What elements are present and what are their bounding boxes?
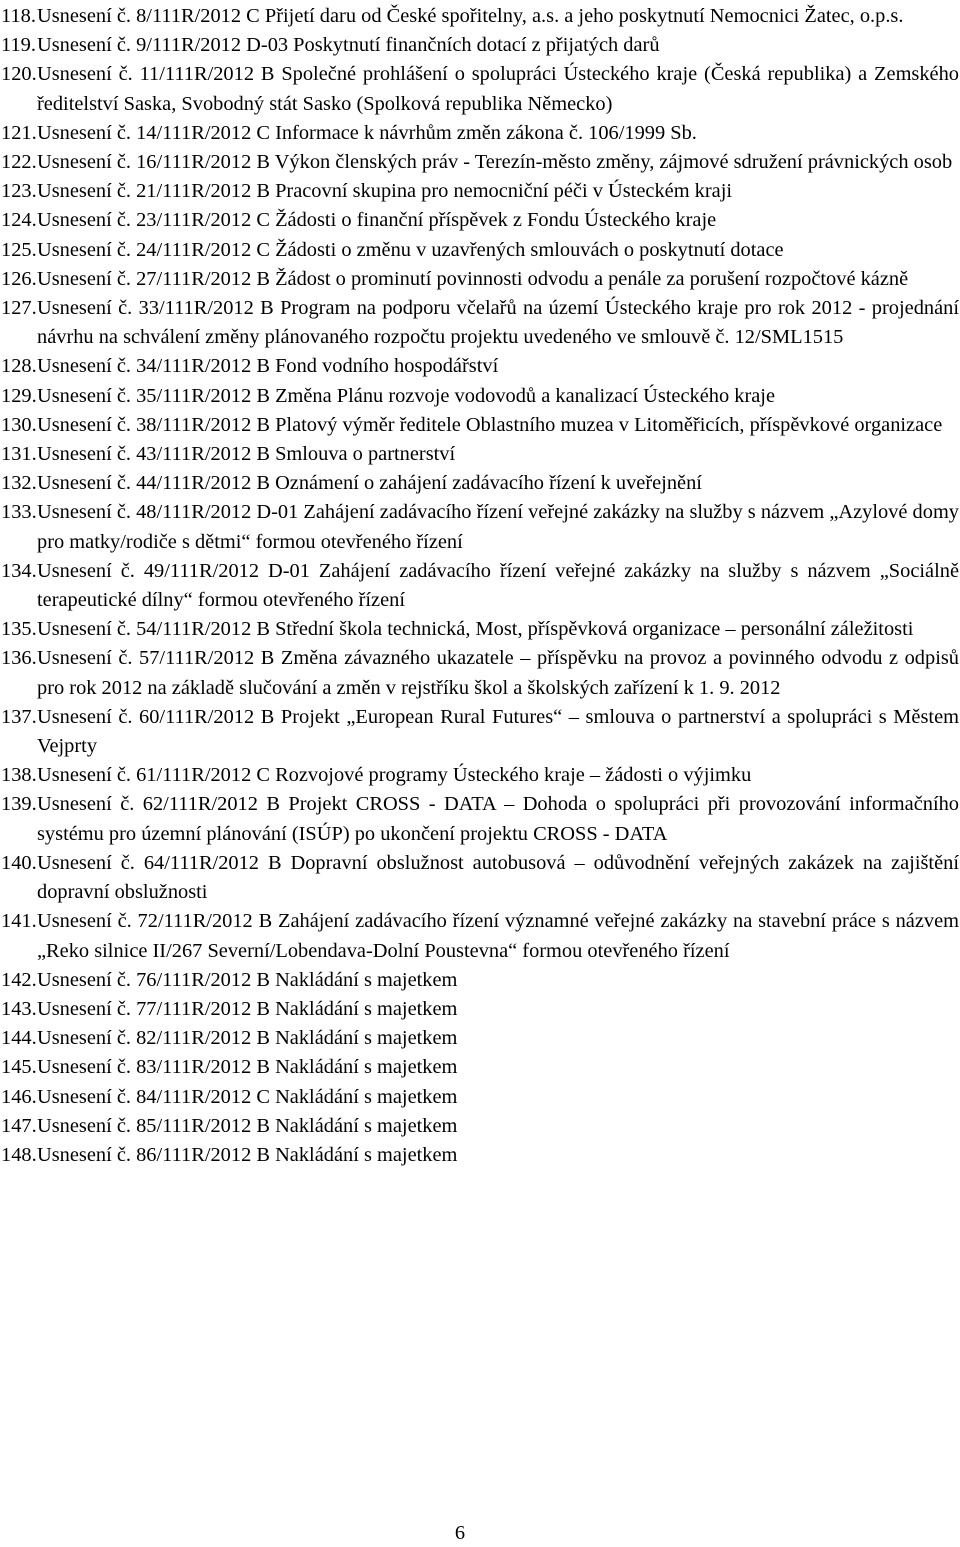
list-item bbox=[1, 294, 959, 352]
list-item bbox=[1, 1024, 959, 1053]
item-text: Usnesení č. 44/111R/2012 B Oznámení o zahájení zadávacího řízení k uveřejnění bbox=[37, 472, 702, 495]
item-text: Usnesení č. 33/111R/2012 B Program na podporu včelařů na území Ústeckého kraje pro rok 2012 - projednání návrhu na schválení změny plánovaného rozpočtu projektu uvedeného ve smlouvě č. 12/SML1515 bbox=[37, 297, 959, 349]
item-text: Usnesení č. 14/111R/2012 C Informace k návrhům změn zákona č. 106/1999 Sb. bbox=[37, 121, 697, 144]
list-item bbox=[1, 2, 959, 31]
item-text: Usnesení č. 60/111R/2012 B Projekt „European Rural Futures“ – smlouva o partnerství a spolupráci s Městem Vejprty bbox=[37, 705, 959, 758]
item-number: 144. bbox=[1, 1027, 37, 1050]
item-text: Usnesení č. 62/111R/2012 B Projekt CROSS - DATA – Dohoda o spolupráci při provozování informačního systému pro územní plánování (ISÚP) po ukončení projektu CROSS - DATA bbox=[37, 793, 959, 845]
item-number: 138. bbox=[1, 764, 37, 787]
item-text: Usnesení č. 77/111R/2012 B Nakládání s majetkem bbox=[37, 997, 458, 1020]
item-text: Usnesení č. 9/111R/2012 D-03 Poskytnutí finančních dotací z přijatých darů bbox=[37, 34, 660, 57]
item-number: 139. bbox=[1, 793, 37, 816]
list-item bbox=[1, 119, 959, 148]
item-number: 142. bbox=[1, 968, 37, 991]
list-item bbox=[1, 148, 959, 177]
list-item bbox=[1, 790, 959, 848]
item-number: 145. bbox=[1, 1056, 37, 1079]
item-text: Usnesení č. 11/111R/2012 B Společné prohlášení o spolupráci Ústeckého kraje (Česká republika) a Zemského ředitelství Saska, Svobodný stát Sasko (Spolková republika Německo) bbox=[37, 63, 959, 115]
list-item bbox=[1, 236, 959, 265]
item-text: Usnesení č. 83/111R/2012 B Nakládání s majetkem bbox=[37, 1056, 458, 1079]
item-text: Usnesení č. 35/111R/2012 B Změna Plánu rozvoje vodovodů a kanalizací Ústeckého kraje bbox=[37, 384, 776, 407]
item-number: 143. bbox=[1, 997, 37, 1020]
item-text: Usnesení č. 24/111R/2012 C Žádosti o změnu v uzavřených smlouvách o poskytnutí dotace bbox=[37, 238, 784, 261]
item-text: Usnesení č. 76/111R/2012 B Nakládání s majetkem bbox=[37, 968, 458, 991]
item-number: 131. bbox=[1, 443, 37, 466]
item-number: 128. bbox=[1, 355, 37, 378]
list-item bbox=[1, 907, 959, 965]
list-item bbox=[1, 177, 959, 206]
item-number: 126. bbox=[1, 267, 37, 290]
item-number: 127. bbox=[1, 297, 37, 320]
item-number: 146. bbox=[1, 1085, 37, 1108]
item-number: 125. bbox=[1, 238, 37, 261]
item-number: 121. bbox=[1, 121, 37, 144]
item-number: 136. bbox=[1, 647, 37, 670]
item-text: Usnesení č. 84/111R/2012 C Nakládání s majetkem bbox=[37, 1085, 458, 1108]
item-number: 123. bbox=[1, 180, 37, 203]
list-item bbox=[1, 761, 959, 790]
list-item bbox=[1, 615, 959, 644]
item-number: 119. bbox=[1, 34, 36, 57]
page-number: 6 bbox=[454, 1522, 466, 1544]
item-text: Usnesení č. 38/111R/2012 B Platový výměr ředitele Oblastního muzea v Litoměřicích, příspěvkové organizace bbox=[37, 413, 943, 436]
list-item bbox=[1, 1053, 959, 1082]
item-text: Usnesení č. 64/111R/2012 B Dopravní obslužnost autobusová – odůvodnění veřejných zakázek na zajištění dopravní obslužnosti bbox=[37, 851, 959, 904]
item-text: Usnesení č. 49/111R/2012 D-01 Zahájení zadávacího řízení veřejné zakázky na služby s názvem „Sociálně terapeutické dílny“ formou otevřeného řízení bbox=[37, 559, 959, 612]
list-item bbox=[1, 703, 959, 761]
item-text: Usnesení č. 48/111R/2012 D-01 Zahájení zadávacího řízení veřejné zakázky na služby s názvem „Azylové domy pro matky/rodiče s dětmi“ formou otevřeného řízení bbox=[37, 501, 959, 553]
list-item bbox=[1, 411, 959, 440]
list-item bbox=[1, 382, 959, 411]
item-text: Usnesení č. 61/111R/2012 C Rozvojové programy Ústeckého kraje – žádosti o výjimku bbox=[37, 764, 752, 787]
item-number: 134. bbox=[1, 559, 37, 582]
item-text: Usnesení č. 21/111R/2012 B Pracovní skupina pro nemocniční péči v Ústeckém kraji bbox=[37, 180, 733, 203]
item-number: 129. bbox=[1, 384, 37, 407]
item-text: Usnesení č. 43/111R/2012 B Smlouva o partnerství bbox=[37, 443, 456, 466]
list-item bbox=[1, 1083, 959, 1112]
item-number: 137. bbox=[1, 705, 37, 728]
list-item bbox=[1, 849, 959, 907]
item-text: Usnesení č. 72/111R/2012 B Zahájení zadávacího řízení významné veřejné zakázky na stavební práce s názvem „Reko silnice II/267 Severní/Lobendava-Dolní Poustevna“ formou otevřeného řízení bbox=[37, 910, 959, 962]
item-number: 120. bbox=[1, 63, 37, 86]
item-text: Usnesení č. 16/111R/2012 B Výkon členských práv - Terezín-město změny, zájmové sdružení právnických osob bbox=[37, 151, 953, 174]
item-text: Usnesení č. 85/111R/2012 B Nakládání s majetkem bbox=[37, 1114, 458, 1137]
item-text: Usnesení č. 57/111R/2012 B Změna závazného ukazatele – příspěvku na provoz a povinného odvodu z odpisů pro rok 2012 na základě slučování a změn v rejstříku škol a školských zařízení k 1. 9. 2012 bbox=[37, 647, 959, 699]
item-text: Usnesení č. 27/111R/2012 B Žádost o prominutí povinnosti odvodu a penále za porušení rozpočtové kázně bbox=[37, 267, 909, 290]
list-item bbox=[1, 966, 959, 995]
list-item bbox=[1, 498, 959, 556]
list-item bbox=[1, 644, 959, 702]
list-item bbox=[1, 1112, 959, 1141]
list-item bbox=[1, 557, 959, 615]
item-number: 132. bbox=[1, 472, 37, 495]
item-number: 124. bbox=[1, 209, 37, 232]
list-item bbox=[1, 31, 959, 60]
item-number: 130. bbox=[1, 413, 37, 436]
resolution-list bbox=[1, 2, 959, 1170]
item-number: 147. bbox=[1, 1114, 37, 1137]
list-item bbox=[1, 60, 959, 118]
item-text: Usnesení č. 34/111R/2012 B Fond vodního hospodářství bbox=[37, 355, 499, 378]
list-item bbox=[1, 1141, 959, 1170]
item-text: Usnesení č. 23/111R/2012 C Žádosti o finanční příspěvek z Fondu Ústeckého kraje bbox=[37, 209, 717, 232]
item-number: 140. bbox=[1, 851, 37, 874]
item-text: Usnesení č. 54/111R/2012 B Střední škola technická, Most, příspěvková organizace – personální záležitosti bbox=[37, 618, 914, 641]
item-number: 135. bbox=[1, 618, 37, 641]
item-text: Usnesení č. 8/111R/2012 C Přijetí daru od České spořitelny, a.s. a jeho poskytnutí Nemocnici Žatec, o.p.s. bbox=[37, 5, 904, 27]
item-text: Usnesení č. 86/111R/2012 B Nakládání s majetkem bbox=[37, 1143, 458, 1166]
list-item bbox=[1, 206, 959, 235]
item-number: 148. bbox=[1, 1143, 37, 1166]
list-item bbox=[1, 352, 959, 381]
item-text: Usnesení č. 82/111R/2012 B Nakládání s majetkem bbox=[37, 1027, 458, 1050]
item-number: 118. bbox=[1, 5, 36, 27]
item-number: 122. bbox=[1, 151, 37, 174]
list-item bbox=[1, 995, 959, 1024]
list-item bbox=[1, 265, 959, 294]
list-item bbox=[1, 469, 959, 498]
item-number: 141. bbox=[1, 910, 37, 933]
list-item bbox=[1, 440, 959, 469]
item-number: 133. bbox=[1, 501, 37, 524]
